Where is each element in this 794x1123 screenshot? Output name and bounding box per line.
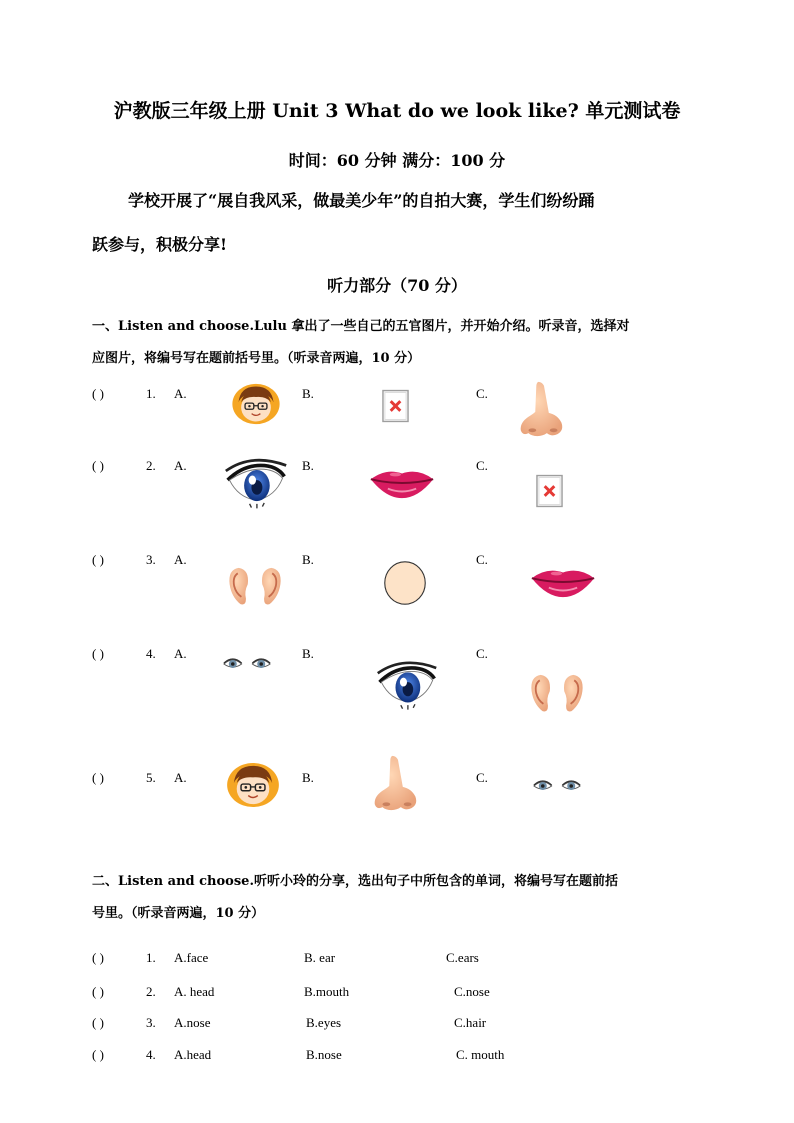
option-b: B. ear: [304, 950, 336, 965]
answer-bracket[interactable]: ( ): [92, 386, 104, 401]
face-image: [230, 383, 282, 425]
option-b-label: B.: [302, 646, 314, 661]
question-number: 5.: [146, 770, 156, 785]
option-a-label: A.: [174, 386, 187, 401]
broken-image-icon: [382, 389, 409, 423]
option-a-label: A.: [174, 770, 187, 785]
time-and-score: 时间：60 分钟 满分：100 分: [288, 151, 506, 170]
question-number: 2.: [146, 458, 156, 473]
option-c: C.hair: [454, 1015, 487, 1030]
eye-image: [376, 652, 438, 714]
ears-image: [226, 566, 284, 606]
answer-bracket[interactable]: ( ): [92, 1015, 104, 1030]
page-title: 沪教版三年级上册 Unit 3 What do we look like? 单元测试卷: [113, 100, 681, 122]
option-b-label: B.: [302, 552, 314, 567]
option-a-label: A.: [174, 646, 187, 661]
option-a-label: A.: [174, 458, 187, 473]
intro-line-1: 学校开展了“展自我风采，做最美少年”的自拍大赛，学生们纷纷踊: [128, 191, 595, 210]
answer-bracket[interactable]: ( ): [92, 984, 104, 999]
option-b: B.eyes: [306, 1015, 342, 1030]
eye-image: [224, 452, 288, 510]
option-c-label: C.: [476, 770, 488, 785]
ears-image: [528, 672, 586, 714]
answer-bracket[interactable]: ( ): [92, 770, 104, 785]
answer-bracket[interactable]: ( ): [92, 552, 104, 567]
eyes-image: [222, 656, 272, 672]
option-c: C. mouth: [456, 1047, 505, 1062]
question-number: 2.: [146, 984, 156, 999]
answer-bracket[interactable]: ( ): [92, 950, 104, 965]
option-b: B.mouth: [304, 984, 350, 999]
option-c: C.nose: [454, 984, 490, 999]
question-number: 4.: [146, 646, 156, 661]
option-a: A. head: [174, 984, 215, 999]
mouth-image: [528, 565, 598, 599]
head-image: [382, 560, 428, 606]
broken-image-icon: [536, 474, 563, 508]
answer-bracket[interactable]: ( ): [92, 1047, 104, 1062]
part2-heading-line-1: 二、Listen and choose.听听小玲的分享，选出句子中所包含的单词，将编号写在题前括: [92, 874, 618, 889]
question-number: 3.: [146, 1015, 156, 1030]
question-number: 1.: [146, 950, 156, 965]
answer-bracket[interactable]: ( ): [92, 646, 104, 661]
option-a: A.face: [174, 950, 209, 965]
nose-image: [518, 380, 568, 438]
intro-line-2: 跃参与，积极分享!: [92, 235, 228, 254]
answer-bracket[interactable]: ( ): [92, 458, 104, 473]
option-b-label: B.: [302, 458, 314, 473]
part1-heading-line-1: 一、Listen and choose.Lulu 拿出了一些自己的五官图片，并开始介绍。听录音，选择对: [92, 319, 630, 334]
mouth-image: [368, 466, 436, 500]
option-a-label: A.: [174, 552, 187, 567]
listening-section-title: 听力部分（70 分）: [327, 276, 467, 295]
question-number: 3.: [146, 552, 156, 567]
part1-heading-line-2: 应图片，将编号写在题前括号里。（听录音两遍，10 分）: [92, 351, 421, 366]
part2-heading-line-2: 号里。（听录音两遍，10 分）: [92, 906, 265, 921]
option-c-label: C.: [476, 552, 488, 567]
eyes-image: [532, 778, 582, 794]
option-c-label: C.: [476, 386, 488, 401]
option-c: C.ears: [446, 950, 479, 965]
option-b-label: B.: [302, 770, 314, 785]
option-a: A.nose: [174, 1015, 211, 1030]
option-a: A.head: [174, 1047, 212, 1062]
question-number: 4.: [146, 1047, 156, 1062]
question-number: 1.: [146, 386, 156, 401]
option-c-label: C.: [476, 646, 488, 661]
option-b: B.nose: [306, 1047, 342, 1062]
nose-image: [372, 754, 422, 812]
option-c-label: C.: [476, 458, 488, 473]
face-image: [224, 762, 282, 808]
option-b-label: B.: [302, 386, 314, 401]
